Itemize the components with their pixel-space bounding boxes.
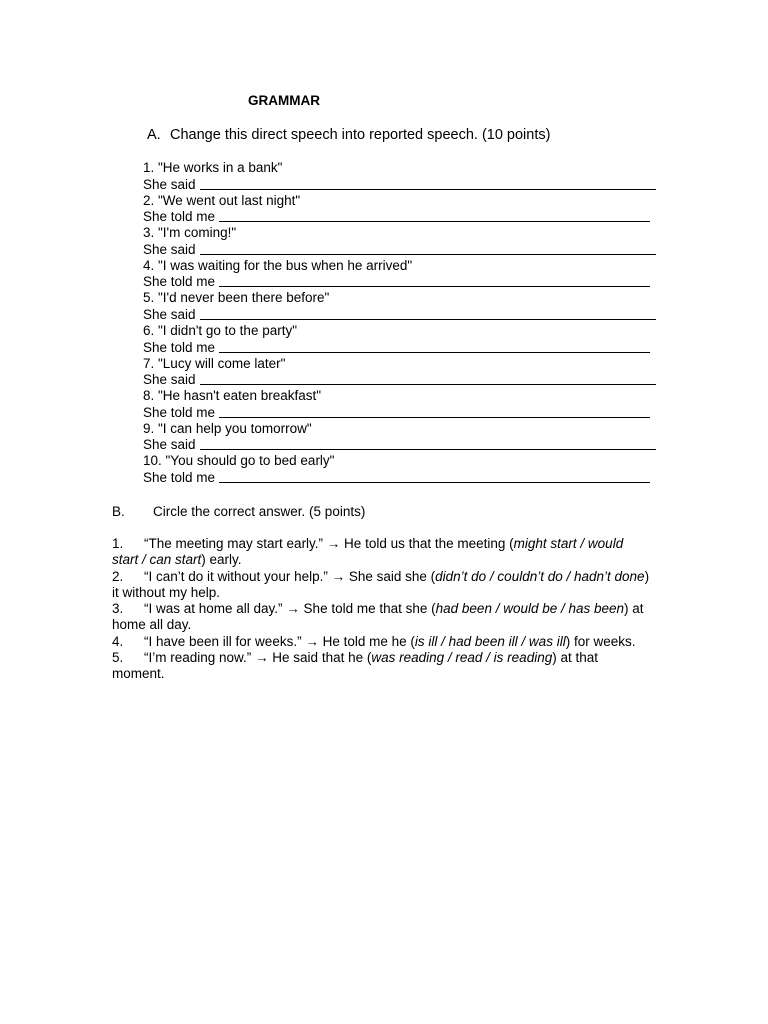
answer-prompt: She told me bbox=[143, 339, 216, 355]
answer-options[interactable]: is ill / had been ill / was ill bbox=[414, 633, 566, 649]
question-quote: 9. "I can help you tomorrow" bbox=[143, 420, 312, 436]
section-a-instruction: Change this direct speech into reported speech. (10 points) bbox=[170, 127, 551, 143]
item-text: “I have been ill for weeks.” → He told me he ( bbox=[144, 633, 415, 649]
answer-line bbox=[143, 274, 663, 290]
section-b-instruction: Circle the correct answer. (5 points) bbox=[153, 504, 366, 519]
item-text: “I can’t do it without your help.” → She said she ( bbox=[144, 568, 436, 584]
section-a-questions bbox=[143, 160, 663, 486]
answer-blank[interactable] bbox=[219, 417, 650, 418]
question-quote: 7. "Lucy will come later" bbox=[143, 355, 286, 371]
answer-blank[interactable] bbox=[219, 482, 650, 483]
answer-line bbox=[143, 307, 663, 323]
item-text-end: ) it without my help. bbox=[112, 568, 650, 600]
answer-prompt: She told me bbox=[143, 209, 216, 225]
item-text-end: ) early. bbox=[201, 552, 242, 568]
answer-line bbox=[143, 470, 663, 486]
question-quote: 4. "I was waiting for the bus when he arrived" bbox=[143, 257, 413, 273]
answer-line bbox=[143, 241, 663, 257]
question-quote: 8. "He hasn't eaten breakfast" bbox=[143, 388, 322, 404]
answer-blank[interactable] bbox=[219, 352, 650, 353]
answer-prompt: She said bbox=[143, 437, 196, 453]
answer-blank[interactable] bbox=[200, 449, 656, 450]
answer-prompt: She told me bbox=[143, 469, 216, 485]
answer-blank[interactable] bbox=[200, 254, 656, 255]
question-quote: 6. "I didn't go to the party" bbox=[143, 322, 298, 338]
item-number: 1. bbox=[112, 536, 124, 551]
item-text-end: ) at that moment. bbox=[112, 650, 598, 682]
answer-prompt: She told me bbox=[143, 404, 216, 420]
answer-line bbox=[143, 209, 663, 225]
item-text-end: ) at home all day. bbox=[112, 601, 644, 633]
answer-blank[interactable] bbox=[219, 286, 650, 287]
question-quote: 2. "We went out last night" bbox=[143, 192, 301, 208]
item-number: 5. bbox=[112, 650, 124, 666]
answer-line bbox=[143, 176, 663, 192]
question-quote: 1. "He works in a bank" bbox=[143, 160, 283, 175]
answer-line bbox=[143, 372, 663, 388]
answer-options[interactable]: had been / would be / has been bbox=[435, 601, 625, 617]
answer-blank[interactable] bbox=[200, 384, 656, 385]
question-quote: 5. "I'd never been there before" bbox=[143, 290, 330, 306]
item-number: 4. bbox=[112, 633, 124, 649]
answer-line bbox=[143, 437, 663, 453]
section-a-heading bbox=[147, 127, 550, 143]
list-item bbox=[112, 634, 652, 650]
answer-options[interactable]: might start / would start / can start bbox=[112, 536, 624, 568]
answer-prompt: She said bbox=[143, 306, 196, 322]
list-item bbox=[112, 601, 652, 634]
item-text-end: ) for weeks. bbox=[565, 633, 636, 649]
section-b-items bbox=[112, 536, 652, 683]
answer-prompt: She told me bbox=[143, 274, 216, 290]
item-text: “I was at home all day.” → She told me that she ( bbox=[144, 601, 436, 617]
item-text: “The meeting may start early.” → He told us that the meeting ( bbox=[144, 536, 514, 551]
section-a-letter: A. bbox=[147, 127, 161, 143]
question-quote: 10. "You should go to bed early" bbox=[143, 453, 335, 469]
item-number: 3. bbox=[112, 601, 124, 617]
question-quote: 3. "I'm coming!" bbox=[143, 225, 237, 241]
answer-blank[interactable] bbox=[200, 189, 656, 190]
answer-line bbox=[143, 339, 663, 355]
list-item bbox=[112, 650, 652, 683]
answer-prompt: She said bbox=[143, 176, 196, 192]
item-number: 2. bbox=[112, 568, 124, 584]
answer-blank[interactable] bbox=[219, 221, 650, 222]
list-item bbox=[112, 536, 652, 569]
item-text: “I’m reading now.” → He said that he ( bbox=[144, 650, 372, 666]
answer-line bbox=[143, 404, 663, 420]
section-b-heading bbox=[112, 504, 365, 520]
answer-options[interactable]: didn’t do / couldn’t do / hadn’t done bbox=[435, 568, 645, 584]
section-b-letter: B. bbox=[112, 504, 125, 519]
answer-prompt: She said bbox=[143, 372, 196, 388]
page-title: GRAMMAR bbox=[248, 93, 320, 108]
answer-blank[interactable] bbox=[200, 319, 656, 320]
answer-options[interactable]: was reading / read / is reading bbox=[371, 650, 553, 666]
answer-prompt: She said bbox=[143, 241, 196, 257]
list-item bbox=[112, 569, 652, 602]
